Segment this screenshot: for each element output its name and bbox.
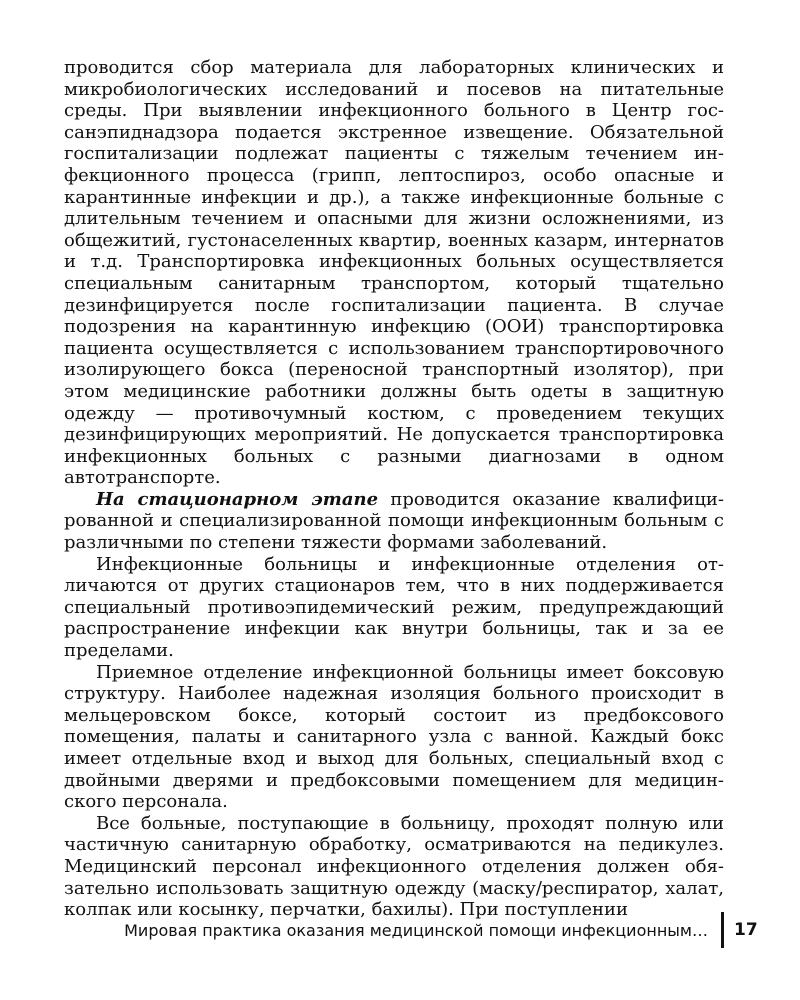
paragraph-1: проводится сбор материала для лабораторных клинических и микробиологических исследований и посевов на питательные среды. При выявлении инфекционного больного в Центр госсанэпиднадзора подается экстренное извещение. Обязательной госпитализации подлежат пациенты с тяжелым течением инфекционного процесса (грипп, лептоспироз, особо опасные и карантинные инфекции и др.), а также инфекционные больные с длительным течением и опасными для жизни осложнениями, из общежитий, густонаселенных квартир, военных казарм, интернатов и т.д. Транспортировка инфекционных больных осуществляется специальным санитарным транспортом, который тщательно дезинфицируется после госпитализации пациента. В случае подозрения на карантинную инфекцию (ООИ) транспортировка пациента осуществляется с использованием транспортировочного изолирующего бокса (переносной транспортный изолятор), при этом медицинские работники должны быть одеты в защитную одежду — противочумный костюм, с проведением текущих дезинфицирующих мероприятий. Не допускается транспортировка инфекционных больных с разными диагнозами в одном автотранспорте. bbox=[64, 57, 724, 489]
paragraph-4: Приемное отделение инфекционной больницы имеет боксовую структуру. Наиболее надежная изоляция больного происходит в мельцеровском боксе, который состоит из предбоксового помещения, палаты и санитарного узла с ванной. Каждый бокс имеет отдельные вход и выход для больных, специальный вход с двойными дверями и предбоксовыми помещением для медицинского персонала. bbox=[64, 661, 724, 813]
page-footer bbox=[0, 912, 800, 952]
paragraph-2-emphasis: На стационарном этапе bbox=[96, 488, 379, 510]
footer-divider bbox=[721, 912, 724, 948]
page-number: 17 bbox=[734, 920, 758, 940]
paragraph-5: Все больные, поступающие в больницу, проходят полную или частичную санитарную обработку, осматриваются на педикулез. Медицинский персонал инфекционного отделения должен обязательно использовать защитную одежду (маску/респиратор, халат, колпак или косынку, перчатки, бахилы). При поступлении bbox=[64, 812, 724, 921]
paragraph-2 bbox=[64, 489, 724, 554]
paragraph-2-text: проводится оказание квалифицированной и специализированной помощи инфекционным больным с различными по степени тяжести формами заболеваний. bbox=[64, 488, 724, 554]
running-title: Мировая практика оказания медицинской помощи инфекционным… bbox=[124, 921, 708, 940]
paragraph-3: Инфекционные больницы и инфекционные отделения отличаются от других стационаров тем, что в них поддерживается специальный противоэпидемический режим, предупреждающий распространение инфекции как внутри больницы, так и за ее пределами. bbox=[64, 553, 724, 662]
body-text bbox=[64, 57, 724, 921]
